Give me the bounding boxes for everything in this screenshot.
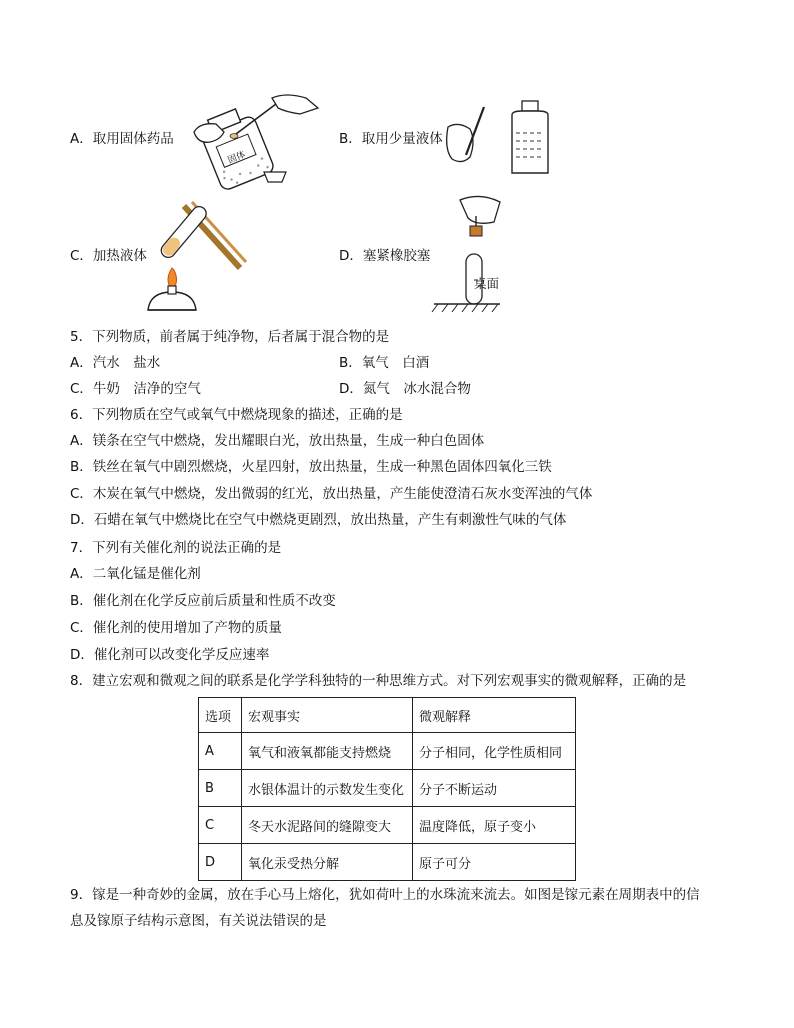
q7-option-b: B．催化剂在化学反应前后质量和性质不改变 <box>70 593 336 609</box>
q6-option-c: C．木炭在氧气中燃烧，发出微弱的红光，放出热量，产生能使澄清石灰水变浑浊的气体 <box>70 486 593 502</box>
q4-option-d: D．塞紧橡胶塞 <box>339 248 431 264</box>
q4-option-c: C．加热液体 <box>70 248 147 264</box>
q5-option-d: D．氮气 冰水混合物 <box>339 381 471 397</box>
q7-stem: 7．下列有关催化剂的说法正确的是 <box>70 540 282 556</box>
q5-option-b: B．氧气 白酒 <box>339 355 430 371</box>
table-header-row <box>199 698 576 733</box>
alcohol-lamp-heating-icon <box>140 198 255 316</box>
surface-tag: 桌面 <box>474 276 500 291</box>
q5-option-a: A．汽水 盐水 <box>70 355 161 371</box>
q7-option-c: C．催化剂的使用增加了产物的质量 <box>70 620 282 636</box>
q9-line-2: 息及镓原子结构示意图，有关说法错误的是 <box>70 913 327 929</box>
table-row <box>199 807 576 844</box>
table-cell: 氧化汞受热分解 <box>242 844 413 881</box>
table-cell: 温度降低，原子变小 <box>413 807 576 844</box>
q6-stem: 6．下列物质在空气或氧气中燃烧现象的描述，正确的是 <box>70 407 403 423</box>
table-cell: 原子可分 <box>413 844 576 881</box>
q6-option-b: B．铁丝在氧气中剧烈燃烧，火星四射，放出热量，生成一种黑色固体四氧化三铁 <box>70 459 552 475</box>
q8-stem: 8．建立宏观和微观之间的联系是化学学科独特的一种思维方式。对下列宏观事实的微观解释，正确的是 <box>70 673 687 689</box>
q9-line-1: 9．镓是一种奇妙的金属，放在手心马上熔化，犹如荷叶上的水珠流来流去。如图是镓元素在周期表中的信 <box>70 887 700 903</box>
q7-option-a: A．二氧化锰是催化剂 <box>70 566 201 582</box>
table-header-cell: 微观解释 <box>413 698 576 733</box>
q8-table <box>198 697 576 881</box>
table-cell: A <box>199 733 242 770</box>
table-row <box>199 844 576 881</box>
table-cell: B <box>199 770 242 807</box>
table-cell: 冬天水泥路间的缝隙变大 <box>242 807 413 844</box>
q7-option-d: D．催化剂可以改变化学反应速率 <box>70 647 270 663</box>
q5-stem: 5．下列物质，前者属于纯净物，后者属于混合物的是 <box>70 329 390 345</box>
table-header-cell: 选项 <box>199 698 242 733</box>
table-row <box>199 770 576 807</box>
test-tube-stopper-icon <box>430 192 540 318</box>
q4-option-b: B．取用少量液体 <box>339 131 443 147</box>
q4-option-a: A．取用固体药品 <box>70 131 174 147</box>
table-cell: 水银体温计的示数发生变化 <box>242 770 413 807</box>
table-cell: 氧气和液氧都能支持燃烧 <box>242 733 413 770</box>
table-cell: C <box>199 807 242 844</box>
q6-option-d: D．石蜡在氧气中燃烧比在空气中燃烧更剧烈，放出热量，产生有刺激性气味的气体 <box>70 512 567 528</box>
solid-reagent-icon <box>190 92 320 192</box>
table-cell: D <box>199 844 242 881</box>
dropper-bottle-icon <box>440 95 560 180</box>
q6-option-a: A．镁条在空气中燃烧，发出耀眼白光，放出热量，生成一种白色固体 <box>70 433 485 449</box>
table-row <box>199 733 576 770</box>
q5-option-c: C．牛奶 洁净的空气 <box>70 381 201 397</box>
svg-text:固体: 固体 <box>226 149 248 166</box>
table-header-cell: 宏观事实 <box>242 698 413 733</box>
table-cell: 分子不断运动 <box>413 770 576 807</box>
table-cell: 分子相同，化学性质相同 <box>413 733 576 770</box>
